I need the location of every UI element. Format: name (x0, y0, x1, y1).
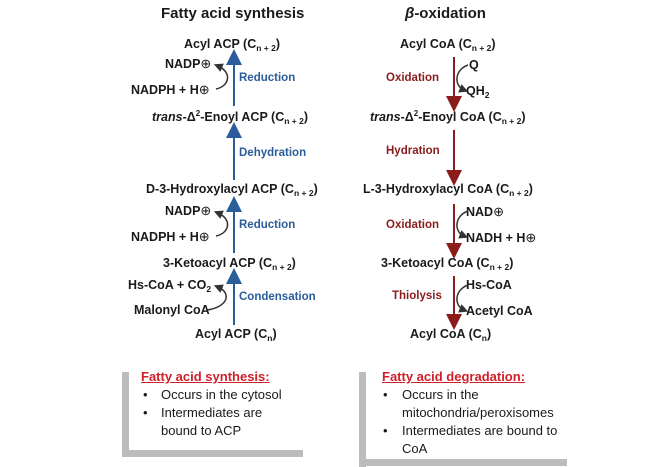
nadh-label: NADH + H⊕ (466, 230, 537, 245)
nadp-label-1: NADP⊕ (165, 56, 212, 71)
oxidation-label-2: Oxidation (386, 219, 440, 231)
nadph-label-1: NADPH + H⊕ (131, 82, 210, 97)
trans-enoyl-coa-label: trans-$\Delta^2$-Enoyl CoA $(C_{n + 2})$ (370, 109, 526, 126)
curve-nadph-1 (216, 66, 228, 89)
beta-oxidation-title: β-oxidation (405, 5, 486, 22)
degradation-note-item-cont: mitochondria/peroxisomes (402, 405, 554, 420)
degradation-note-item-cont: CoA (402, 441, 428, 456)
hydroxyacyl-acp-label: D-3-Hydroxylacyl ACP $(C_{n + 2})$ (146, 182, 318, 198)
hscoa-label: Hs-CoA (466, 278, 512, 292)
acyl-acp-n2-label: Acyl ACP $(C_{n + 2})$ (184, 37, 281, 53)
synthesis-note-heading: Fatty acid synthesis: (141, 369, 270, 384)
ketoacyl-acp-label: 3-Ketoacyl ACP $(C_{n + 2})$ (163, 256, 296, 272)
curve-malonyl (207, 287, 226, 310)
degradation-note-item: • Occurs in the (383, 387, 479, 402)
degradation-box-left-border (359, 372, 366, 467)
condensation-label: Condensation (239, 291, 316, 303)
hydroxyacyl-coa-label: L-3-Hydroxylacyl CoA $(C_{n + 2})$ (363, 182, 533, 198)
degradation-note-heading: Fatty acid degradation: (382, 369, 526, 384)
curve-q (457, 65, 468, 90)
nad-label: NAD⊕ (466, 204, 504, 219)
synthesis-note-item: • Occurs in the cytosol (143, 387, 282, 402)
synthesis-box-bottom-border (122, 450, 303, 457)
acyl-coa-n-label: Acyl CoA $(C_n)$ (410, 327, 492, 343)
qh2-label: $QH_2$ (466, 84, 490, 100)
degradation-note-item: • Intermediates are bound to (383, 423, 558, 438)
synthesis-title: Fatty acid synthesis (161, 5, 305, 22)
q-label: Q (469, 58, 479, 72)
dehydration-label: Dehydration (239, 147, 307, 159)
synthesis-box-left-border (122, 372, 129, 457)
nadph-label-2: NADPH + H⊕ (131, 229, 210, 244)
reduction-label-2: Reduction (239, 219, 296, 231)
thiolysis-label: Thiolysis (392, 290, 442, 302)
hscoa-co2-label: $Hs-CoA + CO_2$ (128, 278, 212, 294)
acyl-coa-n2-label: Acyl CoA $(C_{n + 2})$ (400, 37, 496, 53)
malonyl-coa-label: Malonyl CoA (134, 303, 210, 317)
reduction-label-1: Reduction (239, 72, 296, 84)
trans-enoyl-acp-label: trans-$\Delta^2$-Enoyl ACP $(C_{n + 2})$ (152, 109, 309, 126)
acyl-acp-n-label: Acyl ACP $(C_n)$ (195, 327, 277, 343)
synthesis-note-item: • Intermediates are (143, 405, 263, 420)
acetyl-coa-label: Acetyl CoA (466, 304, 533, 318)
oxidation-label-1: Oxidation (386, 72, 440, 84)
curve-nad (457, 211, 468, 236)
ketoacyl-coa-label: 3-Ketoacyl CoA $(C_{n + 2})$ (381, 256, 514, 272)
hydration-label: Hydration (386, 145, 440, 157)
curve-hscoa (457, 285, 468, 310)
degradation-box-bottom-border (359, 459, 567, 466)
nadp-label-2: NADP⊕ (165, 203, 212, 218)
curve-nadph-2 (216, 213, 228, 236)
synthesis-note-item-cont: bound to ACP (161, 423, 242, 438)
